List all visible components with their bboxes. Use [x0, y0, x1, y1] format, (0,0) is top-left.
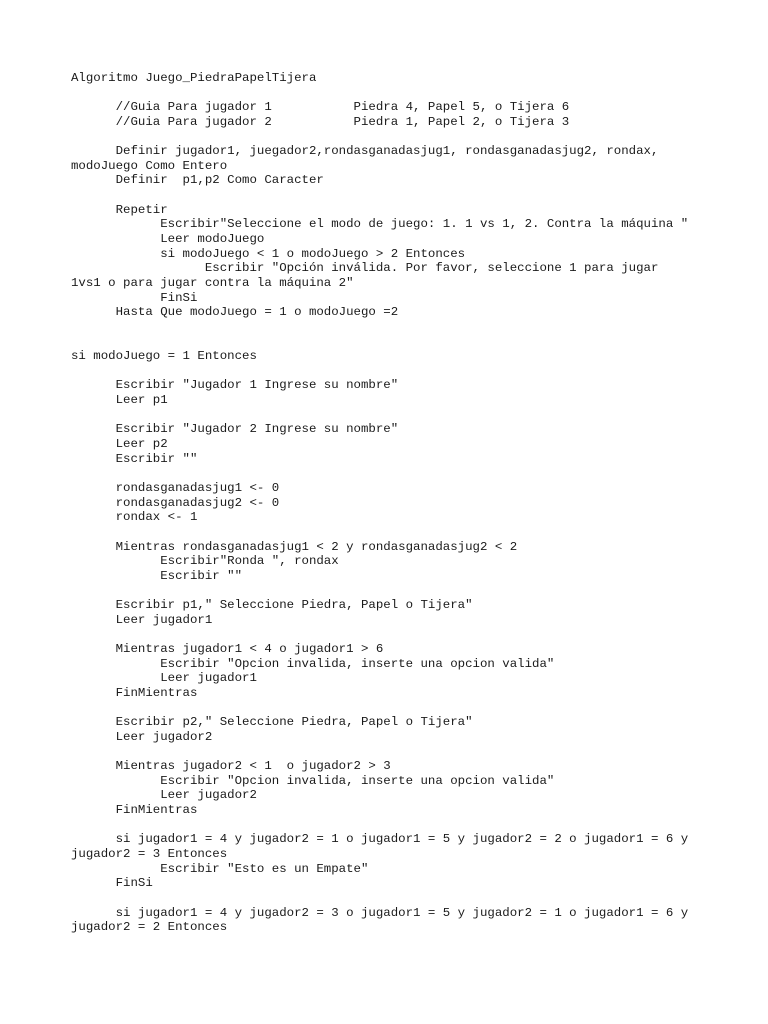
code-line: FinSi	[71, 876, 153, 891]
code-line: Escribir "Opcion invalida, inserte una opcion valida"	[71, 773, 555, 788]
code-line	[71, 627, 731, 642]
code-line	[71, 818, 731, 833]
code-line: jugador2 = 2 Entonces	[71, 920, 228, 935]
code-line: si modoJuego < 1 o modoJuego > 2 Entonces	[71, 246, 466, 261]
code-line	[71, 525, 731, 540]
code-line: Escribir "Jugador 1 Ingrese su nombre"	[71, 378, 399, 393]
code-line: FinSi	[71, 290, 198, 305]
code-line: Leer modoJuego	[71, 232, 265, 247]
code-line: rondasganadasjug2 <- 0	[71, 495, 280, 510]
code-line: Leer jugador1	[71, 671, 257, 686]
code-line: //Guia Para jugador 2 Piedra 1, Papel 2, o Tijera 3	[71, 114, 570, 129]
code-line: Leer p1	[71, 393, 168, 408]
pseudocode-block	[71, 71, 731, 935]
code-line: Leer p2	[71, 437, 168, 452]
code-line: si modoJuego = 1 Entonces	[71, 349, 257, 364]
code-line: Definir p1,p2 Como Caracter	[71, 173, 324, 188]
code-line: Escribir "Jugador 2 Ingrese su nombre"	[71, 422, 399, 437]
code-line: FinMientras	[71, 803, 198, 818]
code-line: Escribir ""	[71, 451, 198, 466]
code-line: Mientras rondasganadasjug1 < 2 y rondasganadasjug2 < 2	[71, 539, 518, 554]
code-line: Mientras jugador1 < 4 o jugador1 > 6	[71, 641, 384, 656]
code-line: si jugador1 = 4 y jugador2 = 3 o jugador1 = 5 y jugador2 = 1 o jugador1 = 6 y	[71, 905, 689, 920]
code-line: Escribir ""	[71, 568, 243, 583]
code-line	[71, 86, 731, 101]
code-line	[71, 583, 731, 598]
code-line: Escribir p1," Seleccione Piedra, Papel o Tijera"	[71, 598, 473, 613]
code-line	[71, 320, 731, 335]
code-line	[71, 891, 731, 906]
code-line: si jugador1 = 4 y jugador2 = 1 o jugador1 = 5 y jugador2 = 2 o jugador1 = 6 y	[71, 832, 689, 847]
code-line	[71, 701, 731, 716]
code-line: 1vs1 o para jugar contra la máquina 2"	[71, 275, 354, 290]
code-line: Algoritmo Juego_PiedraPapelTijera	[71, 71, 317, 85]
code-line: Escribir"Ronda ", rondax	[71, 554, 339, 569]
code-line: Escribir "Opcion invalida, inserte una opcion valida"	[71, 656, 555, 671]
code-line	[71, 364, 731, 379]
code-line: rondax <- 1	[71, 510, 198, 525]
code-line: Escribir p2," Seleccione Piedra, Papel o Tijera"	[71, 715, 473, 730]
code-line: Leer jugador2	[71, 729, 213, 744]
code-line: Escribir"Seleccione el modo de juego: 1. 1 vs 1, 2. Contra la máquina "	[71, 217, 689, 232]
code-line: jugador2 = 3 Entonces	[71, 846, 228, 861]
code-line	[71, 408, 731, 423]
code-line	[71, 744, 731, 759]
code-line	[71, 130, 731, 145]
code-line: FinMientras	[71, 685, 198, 700]
code-line: //Guia Para jugador 1 Piedra 4, Papel 5, o Tijera 6	[71, 100, 570, 115]
code-line: Leer jugador2	[71, 788, 257, 803]
code-line: Mientras jugador2 < 1 o jugador2 > 3	[71, 759, 391, 774]
code-line: Repetir	[71, 202, 168, 217]
code-line: rondasganadasjug1 <- 0	[71, 480, 280, 495]
code-line	[71, 188, 731, 203]
code-line: modoJuego Como Entero	[71, 158, 228, 173]
code-line: Hasta Que modoJuego = 1 o modoJuego =2	[71, 305, 399, 320]
code-line: Escribir "Opción inválida. Por favor, seleccione 1 para jugar	[71, 261, 659, 276]
code-line	[71, 466, 731, 481]
code-line: Leer jugador1	[71, 612, 213, 627]
code-line: Definir jugador1, juegador2,rondasganadasjug1, rondasganadasjug2, rondax,	[71, 144, 659, 159]
code-line: Escribir "Esto es un Empate"	[71, 861, 369, 876]
code-line	[71, 335, 731, 350]
